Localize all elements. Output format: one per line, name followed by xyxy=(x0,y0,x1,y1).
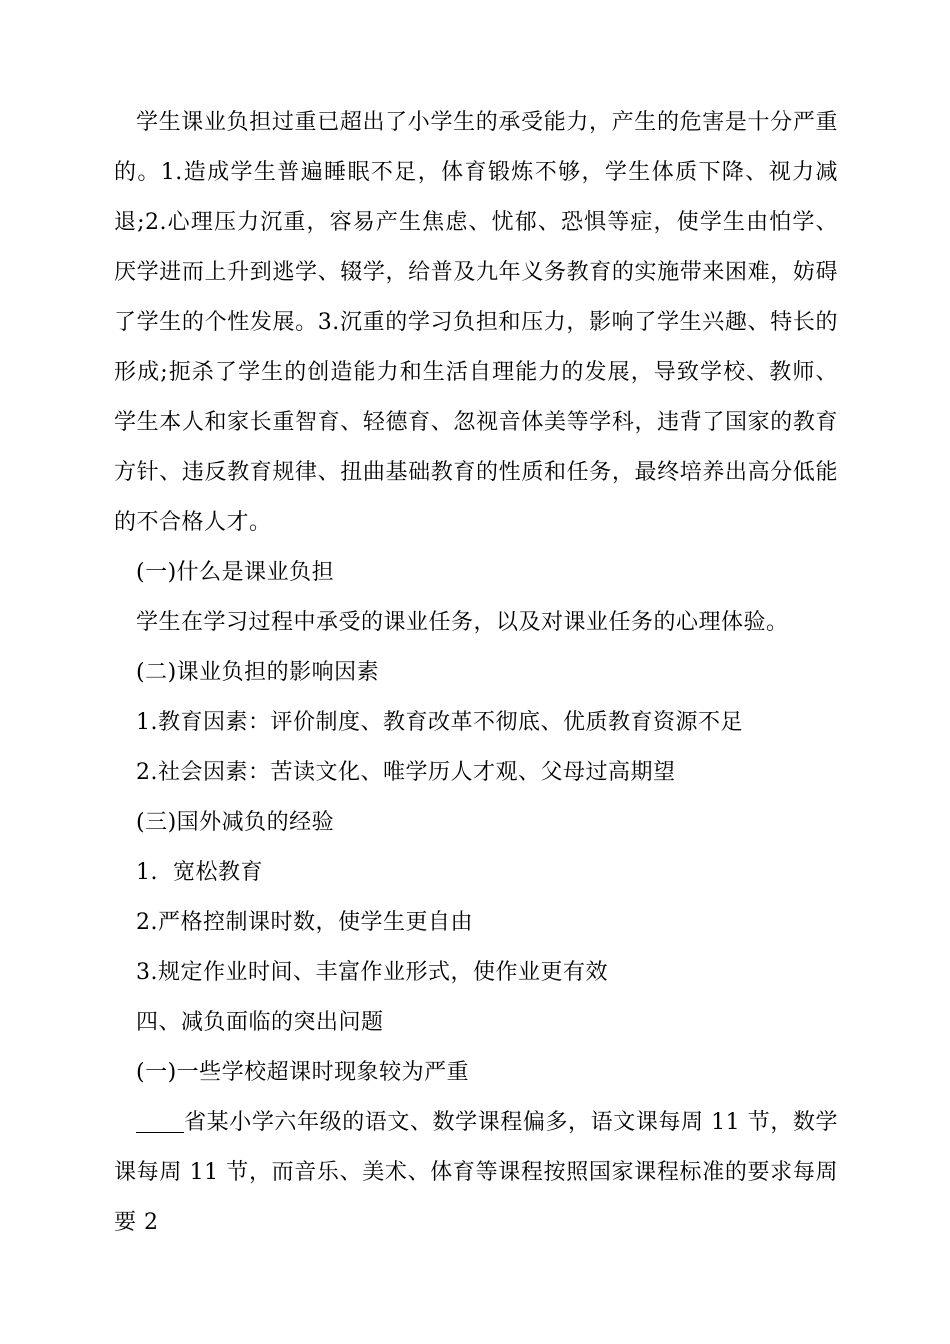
redacted-blank xyxy=(136,1102,184,1133)
paragraph-definition: 学生在学习过程中承受的课业任务，以及对课业任务的心理体验。 xyxy=(136,610,789,635)
list-item-homework-rules: 3.规定作业时间、丰富作业形式，使作业更有效 xyxy=(136,960,608,985)
list-item-relaxed-education: 1. 宽松教育 xyxy=(136,860,263,885)
section-heading-what-is-burden: (一)什么是课业负担 xyxy=(136,560,335,585)
document-body xyxy=(114,98,838,1248)
section-heading-foreign-experience: (三)国外减负的经验 xyxy=(136,810,335,835)
section-heading-influence-factors: (二)课业负担的影响因素 xyxy=(136,660,380,685)
subsection-heading-overtime: (一)一些学校超课时现象较为严重 xyxy=(136,1060,470,1085)
section-heading-prominent-problems: 四、减负面临的突出问题 xyxy=(136,1010,384,1035)
paragraph-intro: 学生课业负担过重已超出了小学生的承受能力，产生的危害是十分严重的。1.造成学生普遍睡眠不足，体育锻炼不够，学生体质下降、视力减退;2.心理压力沉重，容易产生焦虑、忧郁、恐惧等症，使学生由怕学、厌学进而上升到逃学、辍学，给普及九年义务教育的实施带来困难，妨碍了学生的个性发展。3.沉重的学习负担和压力，影响了学生兴趣、特长的形成;扼杀了学生的创造能力和生活自理能力的发展，导致学校、教师、学生本人和家长重智育、轻德育、忽视音体美等学科，违背了国家的教育方针、违反教育规律、扭曲基础教育的性质和任务，最终培养出高分低能的不合格人才。 xyxy=(114,110,838,535)
paragraph-case xyxy=(114,1098,838,1248)
list-item-control-hours: 2.严格控制课时数，使学生更自由 xyxy=(136,910,473,935)
paragraph-case-text: 省某小学六年级的语文、数学课程偏多，语文课每周 11 节，数学课每周 11 节，而音乐、美术、体育等课程按照国家课程标准的要求每周要 2 xyxy=(114,1110,838,1235)
list-item-education-factor: 1.教育因素：评价制度、教育改革不彻底、优质教育资源不足 xyxy=(136,710,743,735)
list-item-social-factor: 2.社会因素：苦读文化、唯学历人才观、父母过高期望 xyxy=(136,760,676,785)
